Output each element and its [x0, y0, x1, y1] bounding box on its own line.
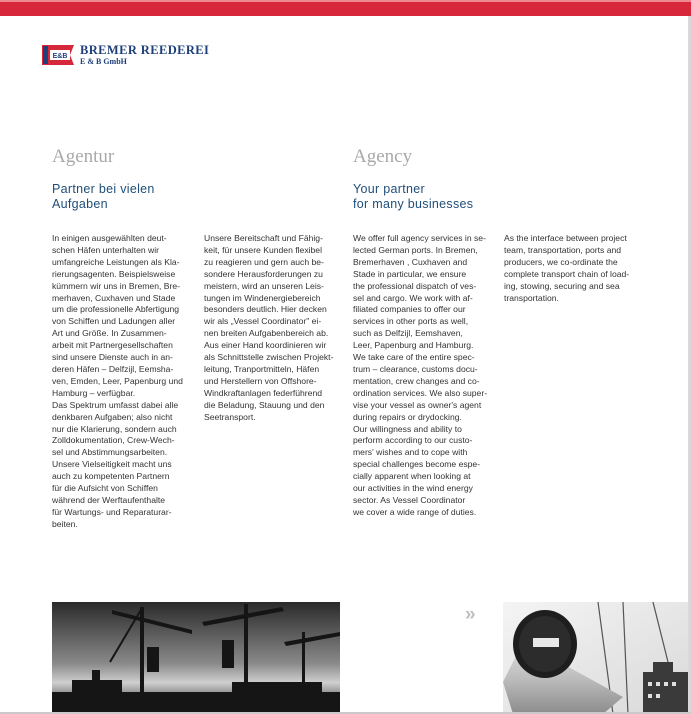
text-line: vise your vessel as owner's agent [353, 399, 482, 410]
text-line: transportation. [504, 292, 559, 303]
text-line: und Herstellern von Offshore- [204, 375, 317, 386]
text-line: als Schnittstelle zwischen Projekt- [204, 352, 334, 363]
text-line: leitung, Tranportmitteln, Häfen [204, 363, 320, 374]
text-line: Stade in particular, we ensure [353, 268, 467, 279]
text-line: beiten. [52, 518, 78, 529]
text-line: von Schiffen und Ladungen aller [52, 316, 176, 327]
text-line: We offer full agency services in se- [353, 233, 486, 243]
text-line: keit, für unsere Kunden flexibel [204, 244, 322, 255]
text-line: the professional dispatch of ves- [353, 280, 477, 291]
text-line: trum – clearance, customs docu- [353, 363, 478, 374]
port-cranes-photo [52, 602, 340, 714]
text-line: um die professionelle Abfertigung [52, 304, 180, 315]
english-text-column-2 [504, 233, 629, 304]
text-line: nen breiten Aufgabenbereich ab. [204, 328, 329, 339]
text-line: kümmern wir uns in Bremen, Bre- [52, 280, 180, 291]
text-line: our activities in the wind energy [353, 483, 473, 494]
text-line: services in other ports as well, [353, 316, 469, 327]
text-line: sind unsere Dienste auch in an- [52, 352, 173, 363]
wind-tower-section-photo [503, 602, 688, 714]
text-line: Hamburg – verfügbar. [52, 387, 136, 398]
text-line: merhaven, Cuxhaven und Stade [52, 292, 176, 303]
text-line: such as Delfzijl, Eemshaven, [353, 328, 463, 339]
text-line: arbeit mit Partnergesellschaften [52, 340, 173, 351]
flag-logo-icon [40, 43, 76, 67]
text-line: mers' wishes and to cope with [353, 447, 468, 458]
section-title-english: Agency [353, 146, 413, 167]
text-line: sondere Herausforderungen zu [204, 268, 323, 279]
subtitle-line: Partner bei vielen [52, 182, 155, 196]
text-line: Leer, Papenburg and Hamburg. [353, 340, 474, 351]
text-line: deren Häfen – Delfzijl, Eemsha- [52, 363, 174, 374]
text-line: Bremerhaven , Cuxhaven and [353, 256, 468, 267]
text-line: denkbaren Aufgaben; also nicht [52, 411, 173, 422]
text-line: perform according to our custo- [353, 435, 473, 446]
text-line: Unsere Bereitschaft und Fähig- [204, 233, 323, 243]
text-line: filiated companies to offer our [353, 304, 466, 315]
text-line: lected German ports. In Bremen, [353, 244, 478, 255]
text-line: complete transport chain of load- [504, 268, 630, 279]
subtitle-line: Aufgaben [52, 197, 108, 211]
text-line: zu reagieren und gern auch be- [204, 256, 324, 267]
top-accent-bar [0, 0, 691, 16]
text-line: As the interface between project [504, 233, 627, 243]
text-line: ing, stowing, securing and sea [504, 280, 620, 291]
subtitle-line: for many businesses [353, 197, 474, 211]
text-line: nur die Klarierung, sondern auch [52, 423, 177, 434]
brand-subname: E & B GmbH [80, 57, 127, 66]
text-line: Zolldokumentation, Crew-Wech- [52, 435, 175, 446]
text-line: sector. As Vessel Coordinator [353, 494, 466, 505]
flag-text: E&B [52, 53, 68, 60]
text-line: ordination services. We also super- [353, 387, 488, 398]
text-line: schen Häfen unterhalten wir [52, 244, 160, 255]
text-line: besonders deutlich. Hier decken [204, 304, 327, 315]
text-line: sel and cargo. We work with af- [353, 292, 473, 303]
text-line: Unsere Vielseitigkeit macht uns [52, 459, 172, 470]
text-line: tungen im Windenergiebereich [204, 292, 321, 303]
text-line: auch zu kompetenten Partnern [52, 471, 170, 482]
subtitle-line: Your partner [353, 182, 425, 196]
text-line: In einigen ausgewählten deut- [52, 233, 167, 243]
text-line: umfangreiche Leistungen als Kla- [52, 256, 180, 267]
text-line: rierungsagenten. Beispielsweise [52, 268, 176, 279]
text-line: We take care of the entire spec- [353, 352, 475, 363]
text-line: team, transportation, ports and [504, 244, 622, 255]
text-line: Our willingness and ability to [353, 423, 462, 434]
text-line: Art und Größe. In Zusammen- [52, 328, 167, 339]
text-line: wir als „Vessel Coordinator" ei- [204, 316, 322, 327]
text-line: sel und Abstimmungsarbeiten. [52, 447, 168, 458]
brand-name: BREMER REEDEREI [80, 43, 210, 57]
section-subtitle-english [353, 182, 473, 212]
section-subtitle-german [52, 182, 155, 212]
text-line: cially apparent when looking at [353, 471, 471, 482]
text-line: Aus einer Hand koordinieren wir [204, 340, 327, 351]
text-line: Das Spektrum umfasst dabei alle [52, 399, 179, 410]
company-logo [40, 43, 220, 73]
text-line: producers, we co-ordinate the [504, 256, 618, 267]
text-line: during repairs or drydocking. [353, 411, 462, 422]
text-line: für Wartungs- und Reparaturar- [52, 506, 172, 517]
text-line: ven, Emden, Leer, Papenburg und [52, 375, 183, 386]
next-arrows-icon: » [465, 604, 474, 625]
text-line: für die Aufsicht von Schiffen [52, 483, 158, 494]
text-line: meistern, wird an unseren Leis- [204, 280, 324, 291]
text-line: die Beladung, Stauung und den [204, 399, 325, 410]
text-line: während der Werftaufenthalte [52, 494, 166, 505]
text-line: we cover a wide range of duties. [353, 506, 477, 517]
text-line: mentation, crew changes and co- [353, 375, 480, 386]
english-text-column-1 [353, 233, 487, 519]
section-title-german: Agentur [52, 146, 115, 167]
text-line: special challenges become espe- [353, 459, 481, 470]
german-text-column-1 [52, 233, 183, 531]
german-text-column-2 [204, 233, 333, 424]
text-line: Seetransport. [204, 411, 256, 422]
text-line: Windkraftanlagen federführend [204, 387, 323, 398]
